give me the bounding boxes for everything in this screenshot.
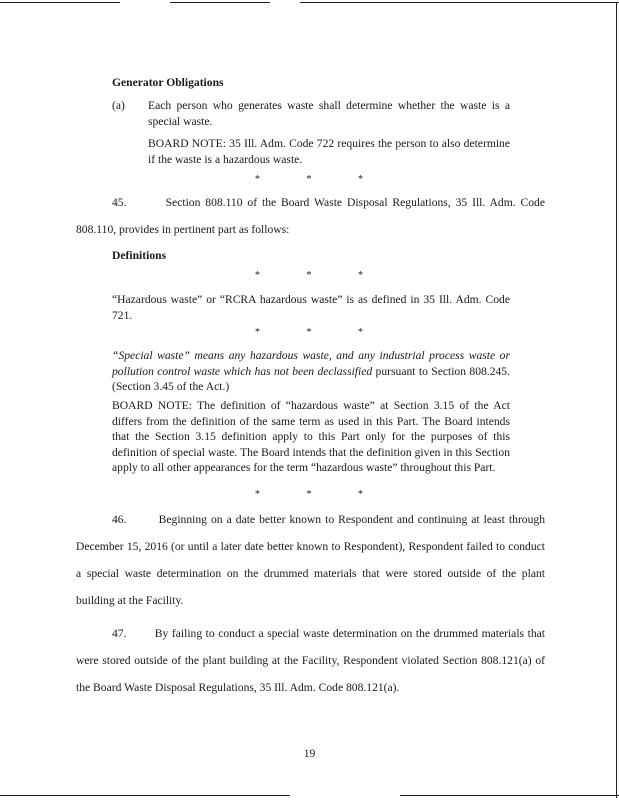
top-edge-line-mid (170, 2, 270, 3)
definition-special-waste-italic: “Special waste” means any hazardous waste, and any industrial process waste or pollution control waste which has not been declassified (112, 349, 510, 378)
definition-special-waste-rest: pursuant to Section 808.245. (Section 3.45 of the Act.) (112, 364, 510, 394)
top-edge-line-left (0, 2, 120, 3)
board-note-2: BOARD NOTE: The definition of “hazardous waste” at Section 3.15 of the Act differs from the definition of the same term as used in this Part. The Board intends that the Section 3.15 definition apply to this Part only for the purposes of this definition of special waste. The Board intends that the definition given in this Section apply to all other appearances for the term “hazardous waste” throughout this Part. (112, 399, 510, 475)
ellipsis-stars-2: * * * (255, 270, 385, 281)
right-edge-line (616, 2, 617, 798)
page-number: 19 (303, 747, 316, 760)
ellipsis-stars-1: * * * (255, 174, 385, 185)
section-heading-generator-obligations: Generator Obligations (112, 76, 224, 89)
board-note-1: BOARD NOTE: 35 Ill. Adm. Code 722 requires the person to also determine if the waste is a hazardous waste. (148, 137, 510, 166)
paragraph-45: 45. Section 808.110 of the Board Waste Disposal Regulations, 35 Ill. Adm. Code 808.110, provides in pertinent part as follows: (76, 196, 545, 236)
bottom-edge-line-right (400, 795, 619, 796)
section-heading-definitions: Definitions (112, 249, 167, 262)
bottom-edge-line-left (0, 795, 290, 796)
item-a-text: Each person who generates waste shall determine whether the waste is a special waste. (148, 99, 510, 128)
paragraph-47: 47. By failing to conduct a special waste determination on the drummed materials that were stored outside of the plant building at the Facility, Respondent violated Section 808.121(a) of the Board Waste Disposal Regulations, 35 Ill. Adm. Code 808.121(a). (76, 627, 545, 694)
top-edge-line-right (300, 2, 619, 3)
ellipsis-stars-4: * * * (255, 489, 385, 500)
ellipsis-stars-3: * * * (255, 327, 385, 338)
definition-hazardous-waste: “Hazardous waste” or “RCRA hazardous waste” is as defined in 35 Ill. Adm. Code 721. (112, 293, 510, 322)
definition-special-waste (112, 348, 510, 395)
item-a-label: (a) (112, 99, 125, 112)
paragraph-46: 46. Beginning on a date better known to Respondent and continuing at least through December 15, 2016 (or until a later date better known to Respondent), Respondent failed to conduct a special waste determination on the drummed materials that were stored outside of the plant building at the Facility. (76, 513, 545, 607)
